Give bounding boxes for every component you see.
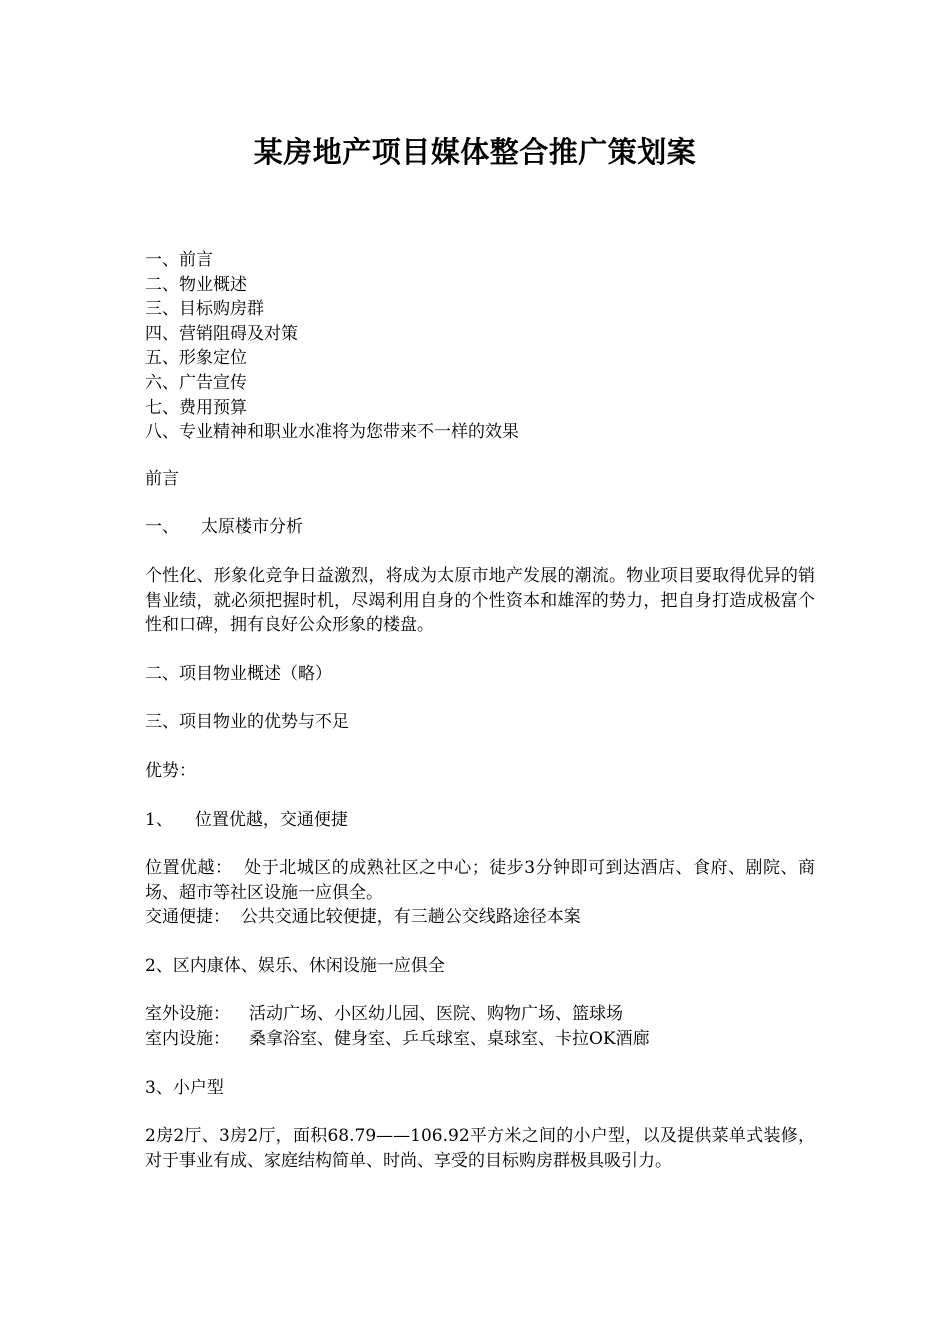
section-1-title: 太原楼市分析 bbox=[201, 517, 303, 538]
section-3-heading: 三、项目物业的优势与不足 bbox=[145, 712, 349, 733]
traffic-text: 公共交通比较便捷，有三趟公交线路途径本案 bbox=[240, 907, 581, 928]
preface-heading-block bbox=[145, 467, 815, 492]
indoor-label: 室内设施： bbox=[145, 1029, 230, 1050]
item-1-heading-block bbox=[145, 808, 815, 833]
section-2-heading-block bbox=[145, 662, 815, 687]
traffic-line bbox=[145, 905, 815, 930]
toc-item: 一、前言 bbox=[145, 250, 213, 270]
toc-item: 五、形象定位 bbox=[145, 348, 247, 369]
document-title: 某房地产项目媒体整合推广策划案 bbox=[253, 135, 697, 169]
section-1-number: 一、 bbox=[145, 517, 179, 538]
indoor-text: 桑拿浴室、健身室、乒乓球室、桌球室、卡拉OK酒廊 bbox=[249, 1029, 650, 1050]
facilities-block bbox=[145, 1002, 815, 1051]
market-analysis-paragraph: 个性化、形象化竞争日益激烈，将成为太原市地产发展的潮流。物业项目要取得优异的销售业绩，就必须把握时机，尽竭利用自身的个性资本和雄浑的势力，把自身打造成极富个性和口碑，拥有良好公众形象的楼盘。 bbox=[145, 565, 815, 636]
unit-type-paragraph: 2房2厅、3房2厅，面积68.79——106.92平方米之间的小户型，以及提供菜单式装修，对于事业有成、家庭结构简单、时尚、享受的目标购房群极具吸引力。 bbox=[145, 1126, 815, 1171]
advantages-heading-block bbox=[145, 759, 815, 784]
item-2-heading-block bbox=[145, 954, 815, 979]
toc-item: 二、物业概述 bbox=[145, 274, 247, 295]
toc-item: 八、专业精神和职业水准将为您带来不一样的效果 bbox=[145, 422, 519, 443]
unit-type-paragraph-block bbox=[145, 1124, 815, 1173]
location-traffic-block bbox=[145, 856, 815, 930]
toc-item: 四、营销阻碍及对策 bbox=[145, 323, 298, 344]
table-of-contents bbox=[145, 248, 815, 445]
indoor-facilities-line bbox=[145, 1027, 815, 1052]
market-analysis-paragraph-block bbox=[145, 564, 815, 638]
toc-item: 三、目标购房群 bbox=[145, 299, 264, 320]
section-2-heading: 二、项目物业概述（略） bbox=[145, 663, 332, 684]
section-1-heading-block bbox=[145, 515, 815, 540]
location-paragraph bbox=[145, 856, 815, 905]
item-3-heading-block bbox=[145, 1076, 815, 1101]
toc-item: 七、费用预算 bbox=[145, 397, 247, 418]
item-1-heading bbox=[145, 808, 815, 833]
outdoor-text: 活动广场、小区幼儿园、医院、购物广场、篮球场 bbox=[249, 1004, 623, 1025]
item-1-number: 1、 bbox=[145, 809, 173, 830]
item-2-heading: 2、区内康体、娱乐、休闲设施一应俱全 bbox=[145, 955, 445, 976]
preface-heading: 前言 bbox=[145, 468, 179, 489]
item-3-heading: 3、小户型 bbox=[145, 1077, 224, 1098]
section-3-heading-block bbox=[145, 710, 815, 735]
traffic-label: 交通便捷： bbox=[145, 907, 230, 928]
location-label: 位置优越： bbox=[145, 858, 233, 879]
location-text: 处于北城区的成熟社区之中心；徒步3分钟即可到达酒店、食府、剧院、商场、超市等社区设施一应俱全。 bbox=[145, 858, 815, 903]
item-1-title: 位置优越，交通便捷 bbox=[194, 809, 348, 830]
advantages-heading: 优势： bbox=[145, 760, 196, 781]
document-body bbox=[145, 248, 815, 1173]
outdoor-facilities-line bbox=[145, 1002, 815, 1027]
outdoor-label: 室外设施： bbox=[145, 1004, 230, 1025]
toc-item: 六、广告宣传 bbox=[145, 372, 247, 393]
section-1-heading bbox=[145, 515, 815, 540]
